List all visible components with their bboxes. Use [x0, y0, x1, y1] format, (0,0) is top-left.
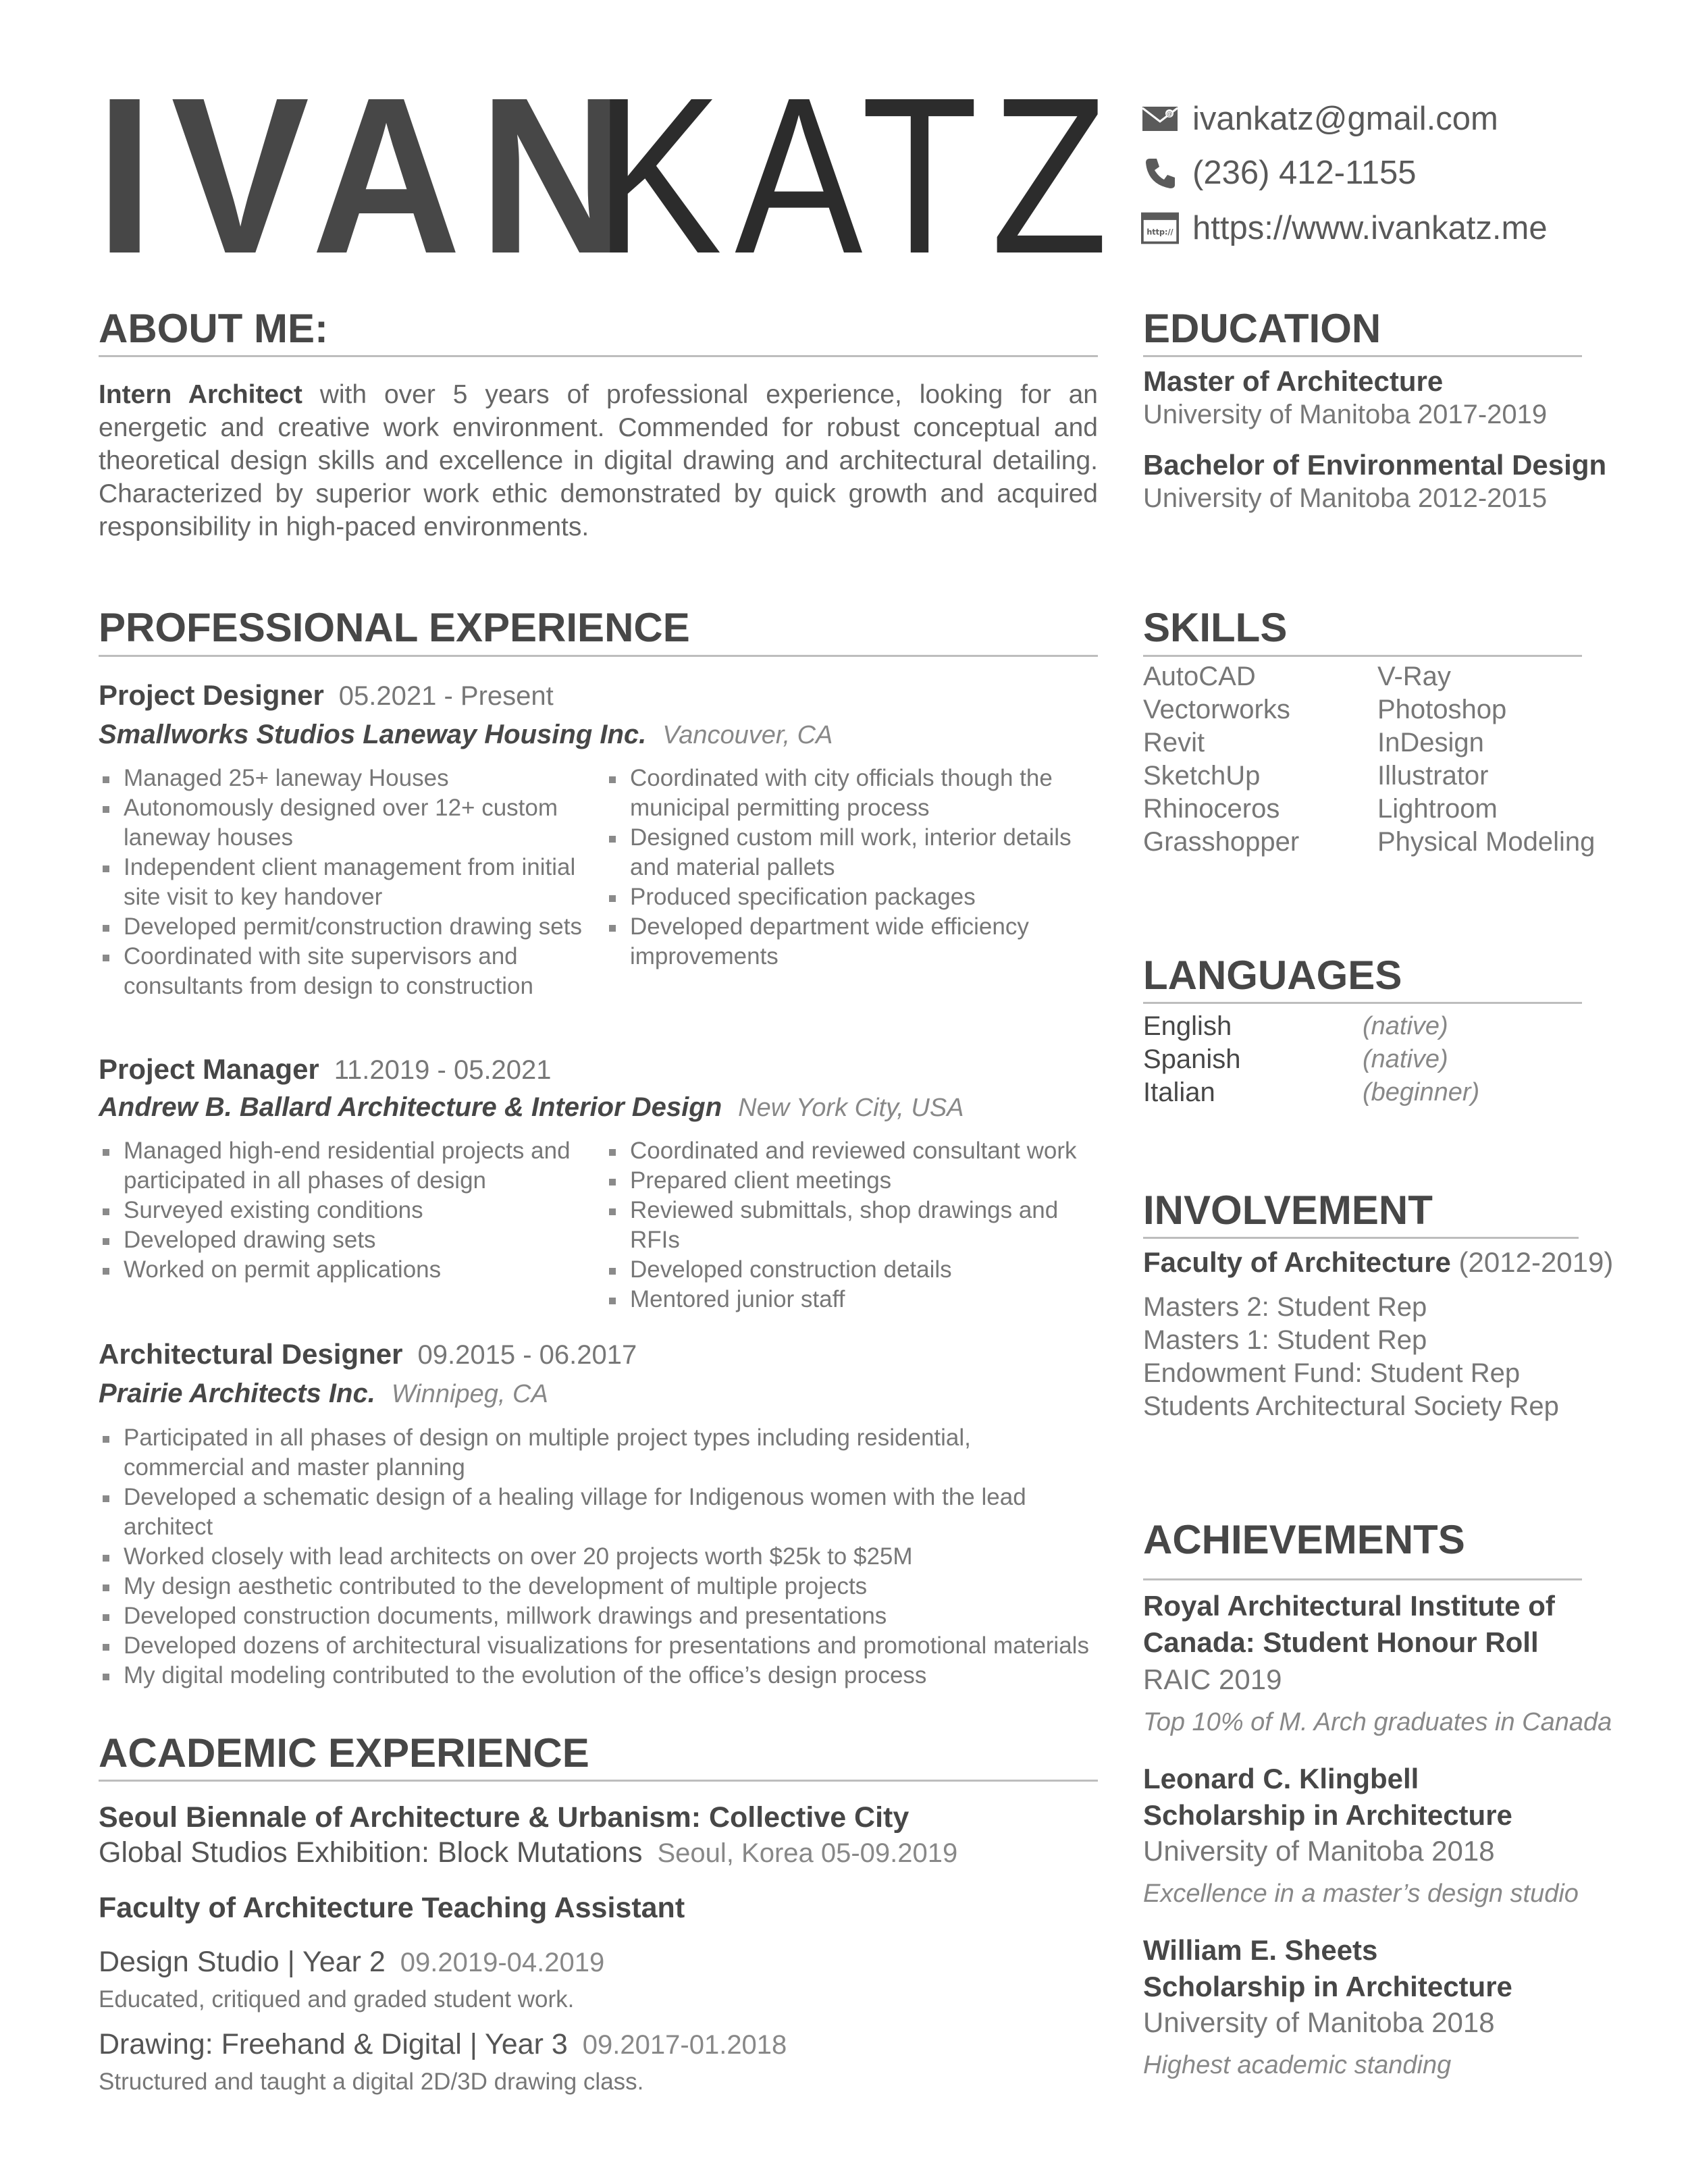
job-3-company-name: Prairie Architects Inc. — [99, 1379, 375, 1408]
achievement-3-note: Highest academic standing — [1143, 2051, 1452, 2079]
list-item: V-Ray — [1377, 662, 1451, 691]
job-1-list-left — [99, 764, 585, 1001]
list-item: InDesign — [1377, 728, 1484, 757]
list-item: Developed drawing sets — [99, 1225, 585, 1255]
svg-text:@: @ — [1166, 111, 1173, 117]
job-2-title — [99, 1053, 552, 1086]
achievement-1-note: Top 10% of M. Arch graduates in Canada — [1143, 1708, 1612, 1736]
education-rule — [1143, 355, 1582, 357]
list-item: Prepared client meetings — [605, 1166, 1105, 1196]
languages-names — [1143, 1010, 1241, 1109]
job-1-company — [99, 720, 833, 750]
list-item: Endowment Fund: Student Rep — [1143, 1358, 1521, 1388]
job-1-list-right — [605, 764, 1098, 971]
job-3-title — [99, 1338, 637, 1370]
skills-column-2 — [1377, 660, 1595, 859]
involvement-org — [1143, 1244, 1613, 1281]
list-item: Independent client management from initial site visit to key handover — [99, 853, 585, 912]
skills-column-1 — [1143, 660, 1299, 859]
course-2 — [99, 2028, 787, 2061]
job-1-company-name: Smallworks Studios Laneway Housing Inc. — [99, 720, 647, 749]
involvement-rule — [1143, 1237, 1579, 1239]
first-name: IVAN — [96, 51, 646, 300]
email-text: ivankatz@gmail.com — [1192, 101, 1498, 137]
achievements-heading: ACHIEVEMENTS — [1143, 1517, 1465, 1562]
achievement-1-title-line2: Canada: Student Honour Roll — [1143, 1626, 1539, 1658]
course-1-dates: 09.2019-04.2019 — [400, 1948, 605, 1977]
involvement-org-name: Faculty of Architecture — [1143, 1246, 1451, 1278]
website-text: https://www.ivankatz.me — [1192, 210, 1548, 246]
achievement-3-title-line1: William E. Sheets — [1143, 1934, 1378, 1966]
achievement-1-title-line1: Royal Architectural Institute of — [1143, 1590, 1555, 1622]
achievement-2-title-line2: Scholarship in Architecture — [1143, 1799, 1512, 1831]
education-heading: EDUCATION — [1143, 306, 1381, 351]
job-3-company — [99, 1379, 548, 1409]
list-item: Physical Modeling — [1377, 827, 1595, 857]
list-item: Coordinated with site supervisors and consultants from design to construction — [99, 942, 585, 1001]
list-item: Developed a schematic design of a healing village for Indigenous women with the lead architect — [99, 1483, 1098, 1542]
course-1-name: Design Studio | Year 2 — [99, 1946, 386, 1978]
list-item: Autonomously designed over 12+ custom laneway houses — [99, 793, 585, 853]
contact-email[interactable] — [1141, 100, 1498, 138]
list-item: Rhinoceros — [1143, 794, 1280, 824]
language-name: Spanish — [1143, 1044, 1241, 1074]
list-item: Students Architectural Society Rep — [1143, 1391, 1559, 1421]
biennale-title: Seoul Biennale of Architecture & Urbanism: Collective City — [99, 1801, 909, 1834]
skills-heading: SKILLS — [1143, 605, 1288, 650]
job-2-dates: 11.2019 - 05.2021 — [334, 1055, 552, 1085]
list-item: Lightroom — [1377, 794, 1498, 824]
course-1 — [99, 1946, 604, 1979]
list-item: Mentored junior staff — [605, 1285, 1105, 1314]
browser-icon-text: http:// — [1146, 228, 1173, 237]
list-item: My design aesthetic contributed to the development of multiple projects — [99, 1572, 1098, 1601]
list-item: Participated in all phases of design on multiple project types including residential, commercial and master planning — [99, 1423, 1098, 1483]
list-item: Managed 25+ laneway Houses — [99, 764, 585, 793]
list-item: Designed custom mill work, interior details and material pallets — [605, 823, 1098, 882]
list-item: Vectorworks — [1143, 695, 1290, 724]
achievement-1-source: RAIC 2019 — [1143, 1663, 1282, 1695]
language-level: (beginner) — [1363, 1078, 1480, 1107]
degree-2-school: University of Manitoba 2012-2015 — [1143, 483, 1548, 513]
last-name-text: KATZ — [594, 51, 1121, 300]
course-2-dates: 09.2017-01.2018 — [582, 2030, 787, 2060]
course-2-description: Structured and taught a digital 2D/3D drawing class. — [99, 2069, 644, 2095]
browser-icon — [1141, 211, 1179, 245]
list-item: Illustrator — [1377, 761, 1489, 791]
list-item: Developed construction documents, millwork drawings and presentations — [99, 1601, 1098, 1631]
job-1-dates: 05.2021 - Present — [338, 681, 554, 711]
about-heading: ABOUT ME: — [99, 306, 328, 351]
list-item: Managed high-end residential projects and participated in all phases of design — [99, 1136, 585, 1196]
involvement-roles — [1143, 1291, 1559, 1423]
phone-icon — [1141, 156, 1179, 190]
job-2-list-right — [605, 1136, 1105, 1314]
job-1-title — [99, 679, 554, 712]
job-2-company — [99, 1092, 964, 1123]
biennale-meta: Seoul, Korea 05-09.2019 — [657, 1838, 958, 1868]
list-item: Masters 1: Student Rep — [1143, 1325, 1427, 1355]
about-lead: Intern Architect — [99, 380, 302, 409]
job-1-role: Project Designer — [99, 679, 324, 711]
list-item: My digital modeling contributed to the evolution of the office’s design process — [99, 1661, 1098, 1690]
ta-title: Faculty of Architecture Teaching Assistant — [99, 1892, 685, 1924]
experience-rule — [99, 655, 1098, 657]
job-2-list-left — [99, 1136, 585, 1285]
list-item: Revit — [1143, 728, 1205, 757]
achievement-3-source: University of Manitoba 2018 — [1143, 2006, 1495, 2038]
phone-text: (236) 412-1155 — [1192, 155, 1417, 191]
experience-heading: PROFESSIONAL EXPERIENCE — [99, 605, 690, 650]
language-name: English — [1143, 1011, 1232, 1041]
job-1-location: Vancouver, CA — [662, 721, 833, 749]
list-item: Photoshop — [1377, 695, 1507, 724]
languages-rule — [1143, 1002, 1582, 1004]
envelope-icon — [1141, 105, 1179, 132]
job-3-dates: 09.2015 - 06.2017 — [417, 1340, 637, 1370]
achievements-rule — [1143, 1578, 1582, 1580]
biennale-exhibition: Global Studios Exhibition: Block Mutations — [99, 1836, 643, 1869]
list-item: Developed construction details — [605, 1255, 1105, 1285]
achievement-2-note: Excellence in a master’s design studio — [1143, 1880, 1579, 1908]
academic-rule — [99, 1780, 1098, 1782]
job-2-location: New York City, USA — [738, 1094, 964, 1122]
involvement-years: (2012-2019) — [1458, 1246, 1614, 1278]
list-item: Worked on permit applications — [99, 1255, 585, 1285]
language-level: (native) — [1363, 1012, 1448, 1040]
about-text — [99, 378, 1098, 543]
languages-levels — [1363, 1010, 1479, 1109]
achievement-2-title-line1: Leonard C. Klingbell — [1143, 1763, 1419, 1794]
about-body: with over 5 years of professional experience, looking for an energetic and creative work environment. Commended for robust conceptual and theoretical design skills and excellence in digital drawing and architectural detailing. Characterized by superior work ethic demonstrated by quick growth and acquired responsibility in high-paced environments. — [99, 380, 1098, 541]
list-item: Worked closely with lead architects on over 20 projects worth $25k to $25M — [99, 1542, 1098, 1572]
list-item: Coordinated and reviewed consultant work — [605, 1136, 1105, 1166]
course-1-description: Educated, critiqued and graded student work. — [99, 1986, 575, 2013]
last-name — [594, 51, 1121, 300]
list-item: Coordinated with city officials though the municipal permitting process — [605, 764, 1098, 823]
list-item: Masters 2: Student Rep — [1143, 1292, 1427, 1322]
languages-heading: LANGUAGES — [1143, 953, 1402, 998]
skills-rule — [1143, 655, 1582, 657]
list-item: AutoCAD — [1143, 662, 1256, 691]
degree-1: Master of Architecture — [1143, 365, 1444, 397]
biennale-subtitle — [99, 1836, 957, 1869]
achievement-3-title-line2: Scholarship in Architecture — [1143, 1971, 1512, 2002]
list-item: Developed dozens of architectural visualizations for presentations and promotional materials — [99, 1631, 1098, 1661]
job-3-location: Winnipeg, CA — [391, 1380, 548, 1408]
job-3-list — [99, 1423, 1098, 1690]
achievement-2-source: University of Manitoba 2018 — [1143, 1835, 1495, 1867]
about-rule — [99, 355, 1098, 357]
list-item: Surveyed existing conditions — [99, 1196, 585, 1225]
list-item: SketchUp — [1143, 761, 1261, 791]
academic-heading: ACADEMIC EXPERIENCE — [99, 1730, 589, 1776]
list-item: Produced specification packages — [605, 882, 1098, 912]
involvement-heading: INVOLVEMENT — [1143, 1188, 1433, 1233]
job-2-company-name: Andrew B. Ballard Architecture & Interior Design — [99, 1092, 722, 1122]
list-item: Developed department wide efficiency improvements — [605, 912, 1098, 971]
degree-2: Bachelor of Environmental Design — [1143, 449, 1607, 481]
language-name: Italian — [1143, 1077, 1215, 1107]
language-level: (native) — [1363, 1045, 1448, 1073]
list-item: Grasshopper — [1143, 827, 1300, 857]
contact-website[interactable] — [1141, 209, 1548, 247]
job-2-role: Project Manager — [99, 1053, 319, 1085]
course-2-name: Drawing: Freehand & Digital | Year 3 — [99, 2028, 568, 2060]
job-3-role: Architectural Designer — [99, 1338, 403, 1370]
list-item: Reviewed submittals, shop drawings and RFIs — [605, 1196, 1105, 1255]
list-item: Developed permit/construction drawing sets — [99, 912, 585, 942]
degree-1-school: University of Manitoba 2017-2019 — [1143, 400, 1548, 429]
contact-phone[interactable] — [1141, 154, 1416, 192]
